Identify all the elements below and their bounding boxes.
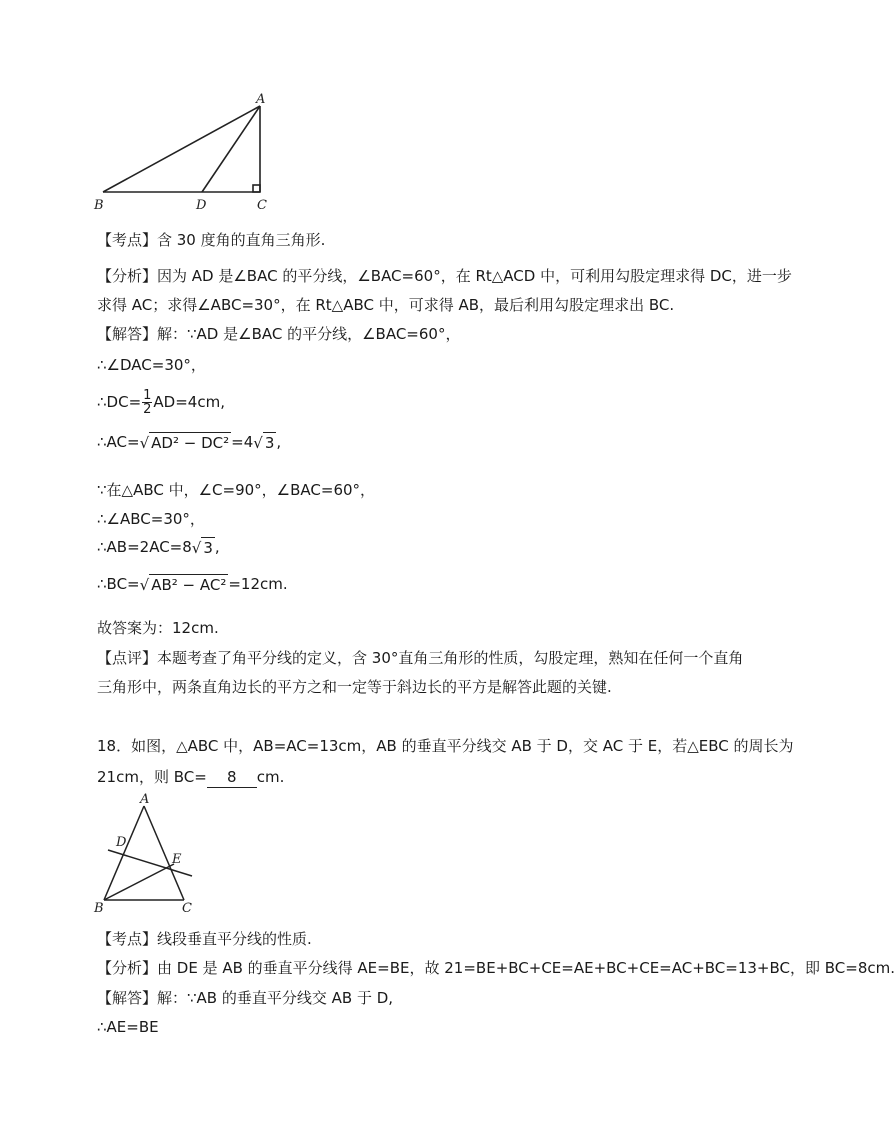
step2-prefix: ∴DC= (97, 393, 142, 411)
step6-prefix: ∴AB=2AC=8 (97, 538, 192, 556)
q17-step1: ∴∠DAC=30°， (97, 356, 206, 374)
q18-question-prefix: 21cm，则 BC= (97, 768, 207, 786)
triangle-abc-figure-1 (90, 92, 280, 212)
label-a: A (140, 792, 150, 807)
q18-question-line1: 18．如图，△ABC 中，AB=AC=13cm，AB 的垂直平分线交 AB 于 D，交 AC 于 E，若△EBC 的周长为 (97, 737, 794, 755)
q17-step3 (97, 432, 281, 453)
q18-question-suffix: cm. (256, 768, 285, 786)
q18-fenxi: 【分析】由 DE 是 AB 的垂直平分线得 AE=BE，故 21=BE+BC+CE=AE+BC+CE=AC+BC=13+BC，即 BC=8cm. (97, 959, 895, 977)
label-d: D (196, 198, 207, 213)
q17-kaodian: 【考点】含 30 度角的直角三角形. (97, 231, 326, 249)
step3-suffix: , (276, 433, 282, 451)
step3-eq: =4 (231, 433, 254, 451)
triangle-abc-figure-2 (90, 792, 200, 914)
q17-fenxi-line2: 求得 AC；求得∠ABC=30°，在 Rt△ABC 中，可求得 AB，最后利用勾股定理求出 BC. (97, 296, 675, 314)
label-e: E (172, 852, 182, 867)
q18-kaodian: 【考点】线段垂直平分线的性质. (97, 930, 312, 948)
fraction-one-half (142, 389, 152, 416)
sqrt-3: √ 3 (253, 434, 275, 452)
radicand-ad-dc: AD² − DC² (151, 434, 230, 452)
q18-question-line2 (97, 767, 284, 788)
label-a: A (256, 92, 266, 107)
q17-step7 (97, 574, 288, 595)
q17-step6 (97, 537, 220, 558)
q17-step2 (97, 389, 225, 416)
sqrt-3: √ 3 (191, 539, 213, 557)
step3-prefix: ∴AC= (97, 433, 140, 451)
radicand-ab-ac: AB² − AC² (151, 576, 227, 594)
fraction-numerator: 1 (143, 388, 152, 403)
sqrt-ab-ac: √ AB² − AC² (139, 576, 227, 594)
step7-prefix: ∴BC= (97, 575, 140, 593)
q17-step4: ∵在△ABC 中，∠C=90°，∠BAC=60°， (97, 481, 376, 499)
q17-step5: ∴∠ABC=30°， (97, 510, 205, 528)
q17-dianping-line2: 三角形中，两条直角边长的平方之和一定等于斜边长的平方是解答此题的关键. (97, 678, 612, 696)
label-c: C (257, 198, 267, 213)
answer-blank: 8 (207, 767, 257, 788)
step2-suffix: AD=4cm, (153, 393, 225, 411)
label-d: D (116, 835, 127, 850)
radicand-3: 3 (203, 539, 213, 557)
q17-answer: 故答案为：12cm. (97, 619, 219, 637)
radicand-3: 3 (264, 434, 275, 452)
q17-dianping-line1: 【点评】本题考查了角平分线的定义，含 30°直角三角形的性质，勾股定理，熟知在任何一个直角 (97, 649, 744, 667)
q17-fenxi-line1: 【分析】因为 AD 是∠BAC 的平分线，∠BAC=60°，在 Rt△ACD 中，可利用勾股定理求得 DC，进一步 (97, 267, 792, 285)
q18-step1: ∴AE=BE (97, 1018, 159, 1036)
label-b: B (94, 198, 104, 213)
q17-jieda: 【解答】解：∵AD 是∠BAC 的平分线，∠BAC=60°， (97, 325, 461, 343)
fraction-denominator: 2 (143, 402, 152, 417)
sqrt-ad-dc: √ AD² − DC² (139, 434, 230, 452)
step6-suffix: , (214, 538, 220, 556)
q18-jieda: 【解答】解：∵AB 的垂直平分线交 AB 于 D, (97, 989, 394, 1007)
label-b: B (94, 901, 104, 916)
step7-suffix: =12cm. (228, 575, 288, 593)
label-c: C (182, 901, 192, 916)
